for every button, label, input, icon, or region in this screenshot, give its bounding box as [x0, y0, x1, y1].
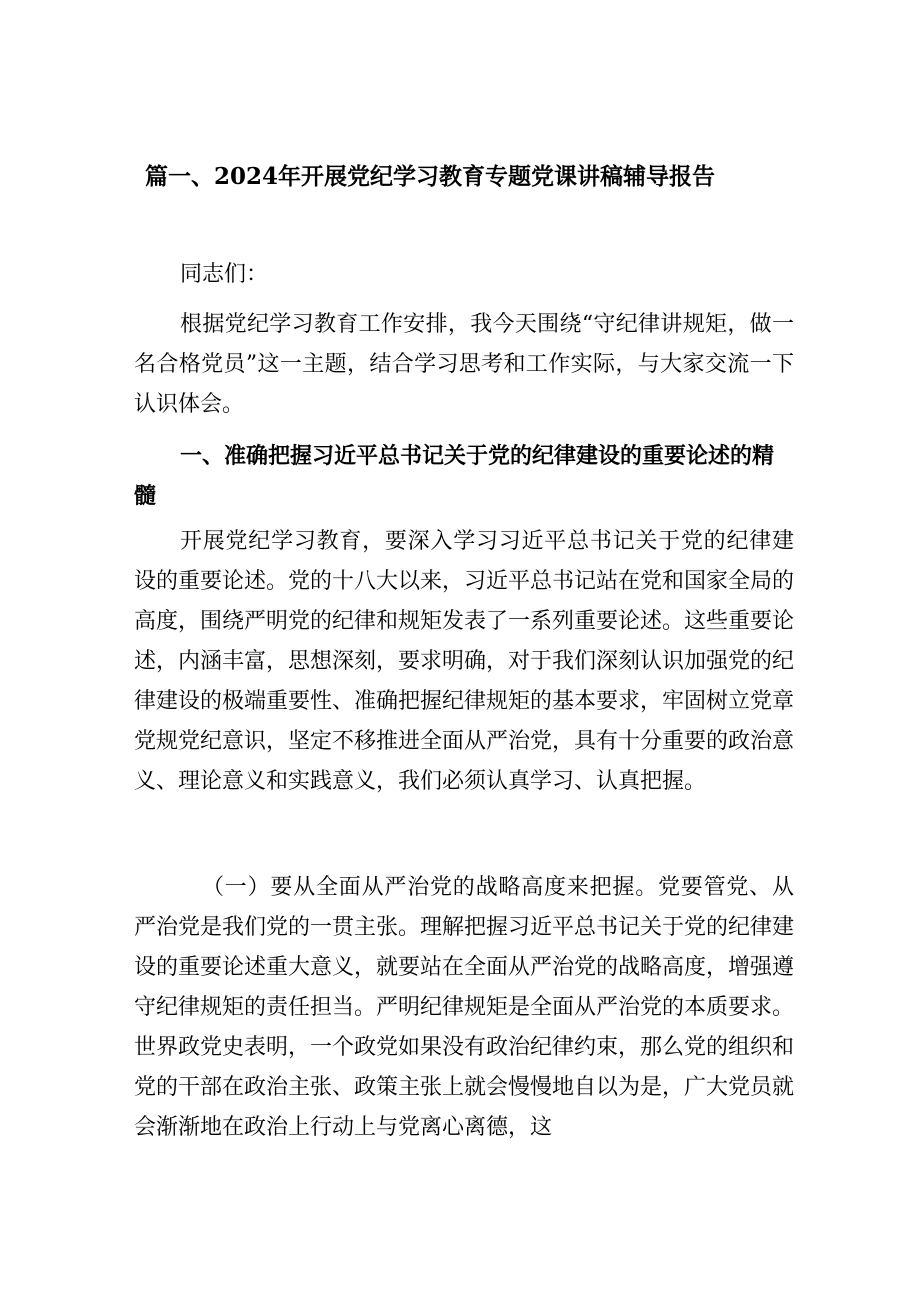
document-title: 篇一、2024年开展党纪学习教育专题党课讲稿辅导报告 [145, 163, 716, 190]
section1-heading: 一、准确把握习近平总书记关于党的纪律建设的重要论述的精髓 [134, 444, 775, 509]
salutation: 同志们： [180, 262, 269, 287]
section1-paragraph-2: （一）要从全面从严治党的战略高度来把握。党要管党、从严治党是我们党的一贯主张。理解把握习近平总书记关于党的纪律建设的重要论述重大意义，就要站在全面从严治党的战略高度，增强遵守纪律规矩的责任担当。严明纪律规矩是全面从严治党的本质要求。世界政党史表明，一个政党如果没有政治纪律约束，那么党的组织和党的干部在政治主张、政策主张上就会慢慢地自以为是，广大党员就会渐渐地在政治上行动上与党离心离德，这 [134, 875, 795, 1140]
intro-block [134, 305, 794, 425]
section1-para1-block [134, 522, 794, 802]
section1-para2-block [134, 868, 794, 1148]
section1-paragraph-1: 开展党纪学习教育，要深入学习习近平总书记关于党的纪律建设的重要论述。党的十八大以来，习近平总书记站在党和国家全局的高度，围绕严明党的纪律和规矩发表了一系列重要论述。这些重要论述，内涵丰富，思想深刻，要求明确，对于我们深刻认识加强党的纪律建设的极端重要性、准确把握纪律规矩的基本要求，牢固树立党章党规党纪意识，坚定不移推进全面从严治党，具有十分重要的政治意义、理论意义和实践意义，我们必须认真学习、认真把握。 [134, 529, 795, 794]
intro-paragraph: 根据党纪学习教育工作安排，我今天围绕“守纪律讲规矩，做一名合格党员”这一主题，结合学习思考和工作实际，与大家交流一下认识体会。 [134, 312, 794, 417]
